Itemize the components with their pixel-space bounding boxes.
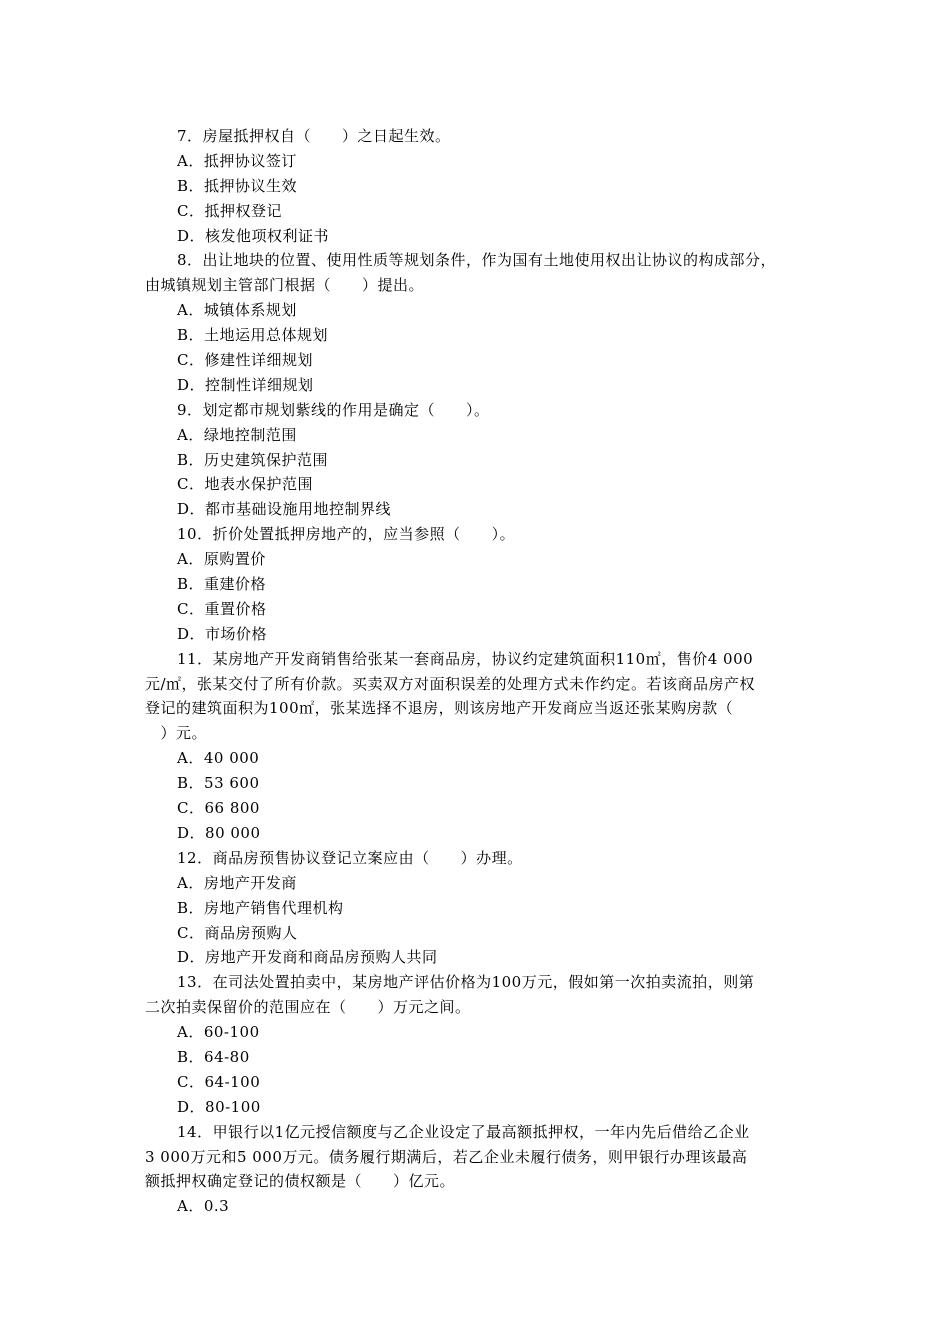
question-stem: 13．在司法处置拍卖中，某房地产评估价格为100万元，假如第一次拍卖流拍，则第 <box>177 973 755 992</box>
option-c: C．修建性详细规划 <box>177 351 313 370</box>
question-14 <box>145 1120 805 1220</box>
option-c: C．重置价格 <box>177 599 267 618</box>
option-d: D．都市基础设施用地控制界线 <box>177 500 392 519</box>
option-c: C．66 800 <box>177 799 260 818</box>
option-d: D．市场价格 <box>177 624 268 643</box>
question-stem-continued: 3 000万元和5 000万元。债务履行期满后，若乙企业未履行债务，则甲银行办理该最高 <box>145 1147 748 1166</box>
question-stem: 14．甲银行以1亿元授信额度与乙企业设定了最高额抵押权，一年内先后借给乙企业 <box>177 1122 750 1141</box>
question-9 <box>145 398 805 522</box>
option-d: D．核发他项权利证书 <box>177 226 330 245</box>
question-stem: 7．房屋抵押权自（ ）之日起生效。 <box>177 127 451 145</box>
question-list <box>145 124 805 1219</box>
question-stem: 9．划定都市规划紫线的作用是确定（ ）。 <box>177 400 490 419</box>
question-12 <box>145 846 805 970</box>
option-b: B．房地产销售代理机构 <box>177 898 344 917</box>
question-stem-continued: ）元。 <box>145 724 208 743</box>
question-13 <box>145 970 805 1119</box>
option-a: A．60-100 <box>177 1023 260 1042</box>
question-stem: 11．某房地产开发商销售给张某一套商品房，协议约定建筑面积110㎡，售价4 000 <box>177 649 754 668</box>
question-stem: 12．商品房预售协议登记立案应由（ ）办理。 <box>177 848 523 867</box>
option-d: D．控制性详细规划 <box>177 375 314 394</box>
question-stem-continued: 二次拍卖保留价的范围应在（ ）万元之间。 <box>145 998 471 1017</box>
option-a: A．房地产开发商 <box>177 873 297 892</box>
option-d: D．房地产开发商和商品房预购人共同 <box>177 948 438 967</box>
option-b: B．64-80 <box>177 1047 250 1066</box>
option-d: D．80 000 <box>177 823 261 842</box>
question-11 <box>145 647 805 846</box>
option-b: B．重建价格 <box>177 575 267 594</box>
question-stem-continued: 由城镇规划主管部门根据（ ）提出。 <box>145 276 425 295</box>
option-c: C．商品房预购人 <box>177 923 298 942</box>
option-a: A．抵押协议签订 <box>177 151 297 170</box>
option-c: C．抵押权登记 <box>177 201 282 220</box>
question-stem-continued: 元/㎡，张某交付了所有价款。买卖双方对面积误差的处理方式未作约定。若该商品房产权 <box>145 674 756 693</box>
question-stem-continued: 额抵押权确定登记的债权额是（ ）亿元。 <box>145 1172 456 1191</box>
option-b: B．土地运用总体规划 <box>177 326 329 345</box>
option-a: A．0.3 <box>177 1197 230 1216</box>
question-8 <box>145 248 805 397</box>
option-c: C．64-100 <box>177 1072 261 1091</box>
option-a: A．40 000 <box>177 749 260 768</box>
option-d: D．80-100 <box>177 1097 261 1116</box>
question-10 <box>145 522 805 646</box>
option-b: B．53 600 <box>177 774 260 793</box>
option-a: A．城镇体系规划 <box>177 301 297 320</box>
question-stem: 8．出让地块的位置、使用性质等规划条件，作为国有土地使用权出让协议的构成部分， <box>177 251 777 270</box>
question-7 <box>145 124 805 248</box>
option-a: A．绿地控制范围 <box>177 425 297 444</box>
option-b: B．抵押协议生效 <box>177 176 298 195</box>
option-a: A．原购置价 <box>177 550 266 569</box>
option-c: C．地表水保护范围 <box>177 475 313 494</box>
question-stem-continued: 登记的建筑面积为100㎡，张某选择不退房，则该房地产开发商应当返还张某购房款（ <box>145 699 734 718</box>
question-stem: 10．折价处置抵押房地产的，应当参照（ ）。 <box>177 525 516 544</box>
option-b: B．历史建筑保护范围 <box>177 450 329 469</box>
